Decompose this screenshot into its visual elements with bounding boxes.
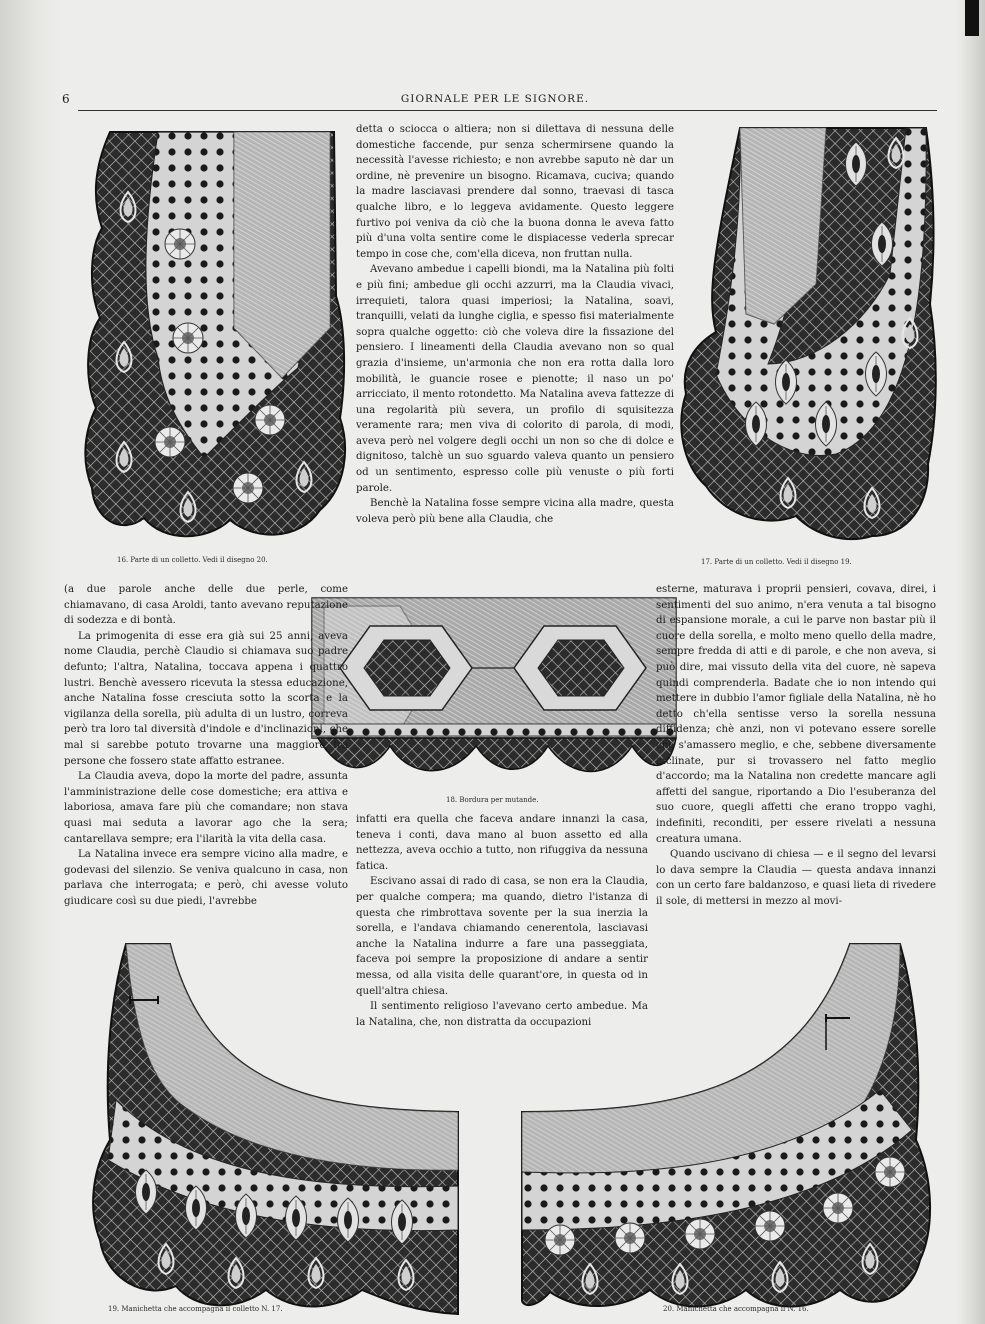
text-column-right-middle: [656, 582, 936, 932]
figure-17-collar-lace: [676, 124, 938, 548]
page-left-edge: [0, 0, 62, 1324]
text-column-center-middle: [356, 812, 648, 1074]
figure-19-caption: 19. Manichetta che accompagna il colletto N. 17.: [108, 1305, 283, 1313]
paragraph: Quando uscivano di chiesa — e il segno del levarsi lo dava sempre la Claudia — questa andava innanzi con un certo fare baldanzoso, e quasi lieta di rivedere il sole, di mettersi in mezzo al movi-: [656, 849, 936, 907]
paragraph: La Claudia aveva, dopo la morte del padre, assunta l'amministrazione delle cose domestiche; era attiva e laboriosa, amava fare più che comandare; non stava quasi mai seduta a lavorar ago che la sera; cantarellava sempre; era l'ilarità la vita della casa.: [64, 771, 348, 845]
text-column-left-middle: [64, 582, 348, 932]
text-column-center-top: [356, 122, 674, 580]
paragraph: (a due parole anche delle due perle, come chiamavano, di casa Aroldi, tanto avevano reputazione di sodezza e di bontà.: [64, 584, 348, 627]
paragraph: Escivano assai di rado di casa, se non era la Claudia, per qualche compera; ma quando, dietro l'istanza di questa che rimbrottava sovente per la sua inerzia la sorella, e l'andava chiamando cenerentola, lasciavasi anche la Natalina indurre a fare una passeggiata, faceva poi sempre la proposizione di andare a sentir messa, od alla visita delle quarant'ore, in questa od in quell'altra chiesa.: [356, 876, 648, 997]
paragraph: Il sentimento religioso l'avevano certo ambedue. Ma la Natalina, che, non distratta da occupazioni: [356, 1001, 648, 1028]
page-title: GIORNALE PER LE SIGNORE.: [400, 93, 590, 105]
figure-16-caption: 16. Parte di un colletto. Vedi il disegno 20.: [117, 556, 268, 564]
paragraph: Avevano ambedue i capelli biondi, ma la Natalina più folti e più fini; ambedue gli occhi azzurri, ma la Claudia vivaci, irrequieti, talora quasi imperiosi; la Natalina, soavi, tranquilli, velati da lunghe ciglia, e spesso fisi materialmente sopra qualche oggetto: ciò che voleva dire la fissazione del pensiero. I lineamenti della Claudia avevano non so qual grazia d'insieme, un'armonia che non era rotta dalla loro mobilità, le guancie rosee e pienotte; il naso un po' arricciato, il mento rotondetto. Ma Natalina aveva fattezze di una regolarità più severa, un profilo di squisitezza veramente rara; men viva di colorito di parola, di modi, aveva però nel volgere degli occhi un non so che di dolce e dignitoso, talchè un suo sguardo valeva quanto un pensiero od un sentimento, espresso colle più venuste o più forti parole.: [356, 264, 674, 494]
corner-mark: [965, 0, 979, 36]
paragraph: esterne, maturava i proprii pensieri, covava, direi, i sentimenti del suo animo, n'era venuta a tal bisogno di espansione morale, a cui le parve non bastar più il cuore della sorella, e molto meno quello della madre, sempre fredda di atti e di parole, e che non aveva, si può dire, mai vissuto della vita del cuore, nè sapeva quindi comprenderla. Badate che io non intendo qui mettere in dubbio l'amor figliale della Natalina, nè ho detto ch'ella sentisse verso la sorella nessuna diffidenza; chè anzi, non vi potevano essere sorelle che s'amassero meglio, e che, sebbene diversamente inclinate, pur si trovassero nel fatto meglio d'accordo; ma la Natalina non credette mancare agli affetti del sangue, riportando a Dio l'esuberanza del suo cuore, quegli affetti che erano troppo vaghi, indefiniti, reconditi, per essere rivelati a nessuna creatura umana.: [656, 584, 936, 845]
figure-17-caption: 17. Parte di un colletto. Vedi il disegno 19.: [701, 558, 852, 566]
paragraph: La primogenita di esse era già sui 25 anni, aveva nome Claudia, perchè Claudio si chiamava suo padre defunto; l'altra, Natalina, toccava appena i quattro lustri. Benchè avessero ricevuta la stessa educazione, anche Natalina fosse cresciuta sotto la scorta e la vigilanza della sorella, più adulta di un lustro, correva però tra loro tal diversità d'indole e d'inclinazioni, che mal si sarebbe potuto trovarne una maggiore fra persone che fossero state affatto estranee.: [64, 630, 348, 767]
page-right-edge: [957, 0, 985, 1324]
header-rule: [78, 110, 937, 111]
figure-18-caption: 18. Bordura per mutande.: [446, 796, 539, 804]
figure-16-collar-lace: [84, 128, 360, 550]
figure-18-border-lace: [310, 596, 678, 790]
paragraph: La Natalina invece era sempre vicino alla madre, e godevasi del silenzio. Se veniva qualcuno in casa, non parlava che interrogata; e però, chi avesse voluto giudicare così su due piedi, l'avrebbe: [64, 849, 348, 907]
page-number: 6: [62, 92, 70, 106]
figure-20-caption: 20. Manichetta che accompagna il N. 16.: [663, 1305, 809, 1313]
paragraph: detta o sciocca o altiera; non si dilettava di nessuna delle domestiche faccende, pur senza schermirsene quando la necessità l'avesse richiesto; e non avrebbe saputo nè dar un ordine, nè prevenire un bisogno. Ricamava, cuciva; quando la madre lasciavasi prendere dal sonno, traevasi di tasca qualche libro, e lo leggeva avidamente. Questo leggere furtivo poi veniva da ciò che la buona donna le aveva fatto più d'una volta sentire come le dispiacesse vederla sprecar tempo in cose che, com'ella diceva, non fruttan nulla.: [356, 124, 674, 260]
paragraph: Benchè la Natalina fosse sempre vicina alla madre, questa voleva però più bene alla Claudia, che: [356, 498, 674, 525]
paragraph: infatti era quella che faceva andare innanzi la casa, teneva i conti, dava mano al buon assetto ed alla nettezza, aveva occhio a tutto, non rifuggiva da nessuna fatica.: [356, 814, 648, 872]
